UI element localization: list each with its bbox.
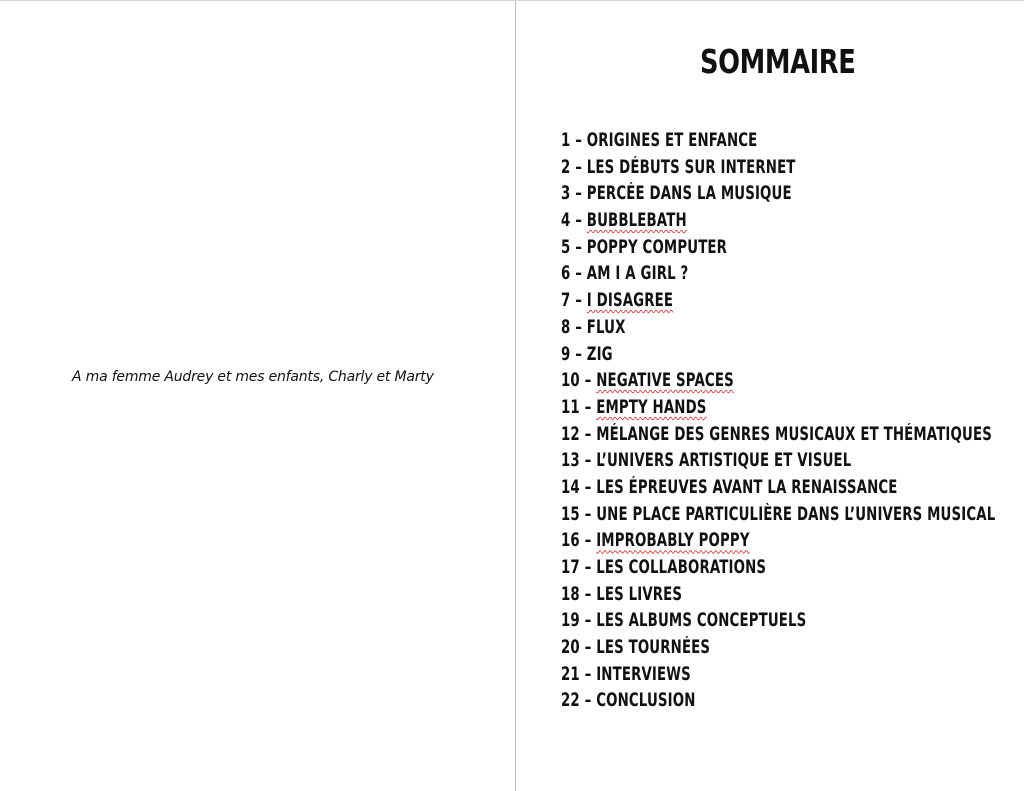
toc-item-label: UNE PLACE PARTICULIÈRE DANS L’UNIVERS MUSICAL (596, 503, 996, 525)
toc-item (561, 262, 995, 289)
toc-item-number: 1 (561, 130, 571, 151)
right-page (516, 1, 1024, 791)
toc-item (561, 529, 995, 556)
toc-item-number: 13 (561, 450, 580, 472)
toc-item-separator: – (570, 343, 587, 365)
toc-item (561, 476, 995, 503)
toc-item-number: 22 (561, 690, 580, 712)
toc-item-separator: – (579, 530, 597, 552)
toc-item-label: ORIGINES ET ENFANCE (586, 130, 758, 151)
toc-item-number: 3 (561, 183, 571, 205)
toc-item-label: LES TOURNÉES (596, 637, 711, 659)
toc-item-separator: – (579, 450, 597, 472)
toc-item-separator: – (579, 476, 597, 498)
toc-title: SOMMAIRE (700, 42, 856, 81)
toc-item (561, 343, 995, 370)
toc-item-separator: – (570, 316, 587, 338)
toc-item-label: EMPTY HANDS (596, 396, 707, 418)
toc-item-label: NEGATIVE SPACES (596, 370, 734, 392)
toc-item-separator: – (579, 396, 597, 418)
toc-item-separator: – (579, 370, 597, 392)
toc-item-number: 12 (561, 423, 580, 445)
toc-item-label: CONCLUSION (596, 690, 696, 712)
dedication-text: A ma femme Audrey et mes enfants, Charly et Marty (72, 369, 434, 385)
toc-item (561, 156, 995, 183)
toc-item-number: 16 (561, 530, 580, 552)
toc-item-number: 14 (561, 476, 580, 498)
toc-item-number: 8 (561, 316, 571, 338)
toc-item-label: BUBBLEBATH (586, 210, 687, 232)
toc-item-label: FLUX (586, 316, 626, 338)
toc-item-separator: – (570, 210, 587, 232)
toc-item-label: PERCÉE DANS LA MUSIQUE (586, 183, 792, 205)
toc-item (561, 636, 995, 663)
toc-item (561, 583, 995, 610)
toc-item-number: 4 (561, 210, 571, 232)
toc-list (561, 129, 1024, 716)
toc-item (561, 503, 995, 530)
toc-item-label: INTERVIEWS (596, 663, 691, 685)
toc-item (561, 182, 995, 209)
toc-item (561, 449, 995, 476)
toc-item-separator: – (570, 290, 587, 312)
toc-item-number: 5 (561, 236, 571, 258)
left-page (0, 1, 515, 791)
toc-item-separator: – (579, 610, 597, 632)
toc-item-label: LES COLLABORATIONS (596, 557, 767, 578)
toc-item (561, 609, 995, 636)
toc-item-separator: – (579, 557, 597, 578)
toc-item-label: MÉLANGE DES GENRES MUSICAUX ET THÉMATIQUES (596, 423, 992, 445)
toc-item-separator: – (570, 236, 587, 258)
toc-item-separator: – (579, 637, 597, 659)
toc-item-label: AM I A GIRL ? (586, 263, 689, 285)
toc-item-separator: – (570, 130, 587, 151)
toc-item-separator: – (579, 690, 597, 712)
toc-item (561, 289, 995, 316)
toc-item-separator: – (579, 663, 597, 685)
toc-item (561, 423, 995, 450)
toc-item (561, 369, 995, 396)
toc-item-number: 19 (561, 610, 580, 632)
toc-item (561, 129, 995, 156)
toc-item (561, 396, 995, 423)
toc-item-label: L’UNIVERS ARTISTIQUE ET VISUEL (596, 450, 852, 472)
toc-item (561, 689, 995, 716)
toc-item-number: 2 (561, 156, 571, 178)
toc-item-number: 21 (561, 663, 580, 685)
toc-item-separator: – (579, 503, 597, 525)
toc-item (561, 236, 995, 263)
toc-item-separator: – (570, 263, 587, 285)
toc-item-number: 7 (561, 290, 571, 312)
toc-item-separator: – (570, 156, 587, 178)
toc-item-label: LES ALBUMS CONCEPTUELS (596, 610, 807, 632)
toc-item-number: 6 (561, 263, 571, 285)
toc-item-label: LES LIVRES (596, 583, 683, 605)
toc-item-label: LES ÉPREUVES AVANT LA RENAISSANCE (596, 476, 898, 498)
toc-item-label: I DISAGREE (586, 290, 674, 312)
toc-item (561, 556, 995, 583)
toc-item-number: 9 (561, 343, 571, 365)
toc-item-number: 20 (561, 637, 580, 659)
toc-item-separator: – (579, 583, 597, 605)
toc-item-label: POPPY COMPUTER (586, 236, 728, 258)
toc-item-label: IMPROBABLY POPPY (596, 530, 750, 552)
toc-item-number: 17 (561, 557, 580, 578)
toc-item (561, 663, 995, 690)
toc-item-number: 15 (561, 503, 580, 525)
toc-item-label: ZIG (586, 343, 613, 365)
toc-item (561, 209, 995, 236)
toc-item-label: LES DÉBUTS SUR INTERNET (586, 156, 796, 178)
toc-item-separator: – (579, 423, 597, 445)
toc-item (561, 316, 995, 343)
toc-item-separator: – (570, 183, 587, 205)
toc-item-number: 11 (561, 396, 580, 418)
toc-item-number: 10 (561, 370, 580, 392)
toc-item-number: 18 (561, 583, 580, 605)
